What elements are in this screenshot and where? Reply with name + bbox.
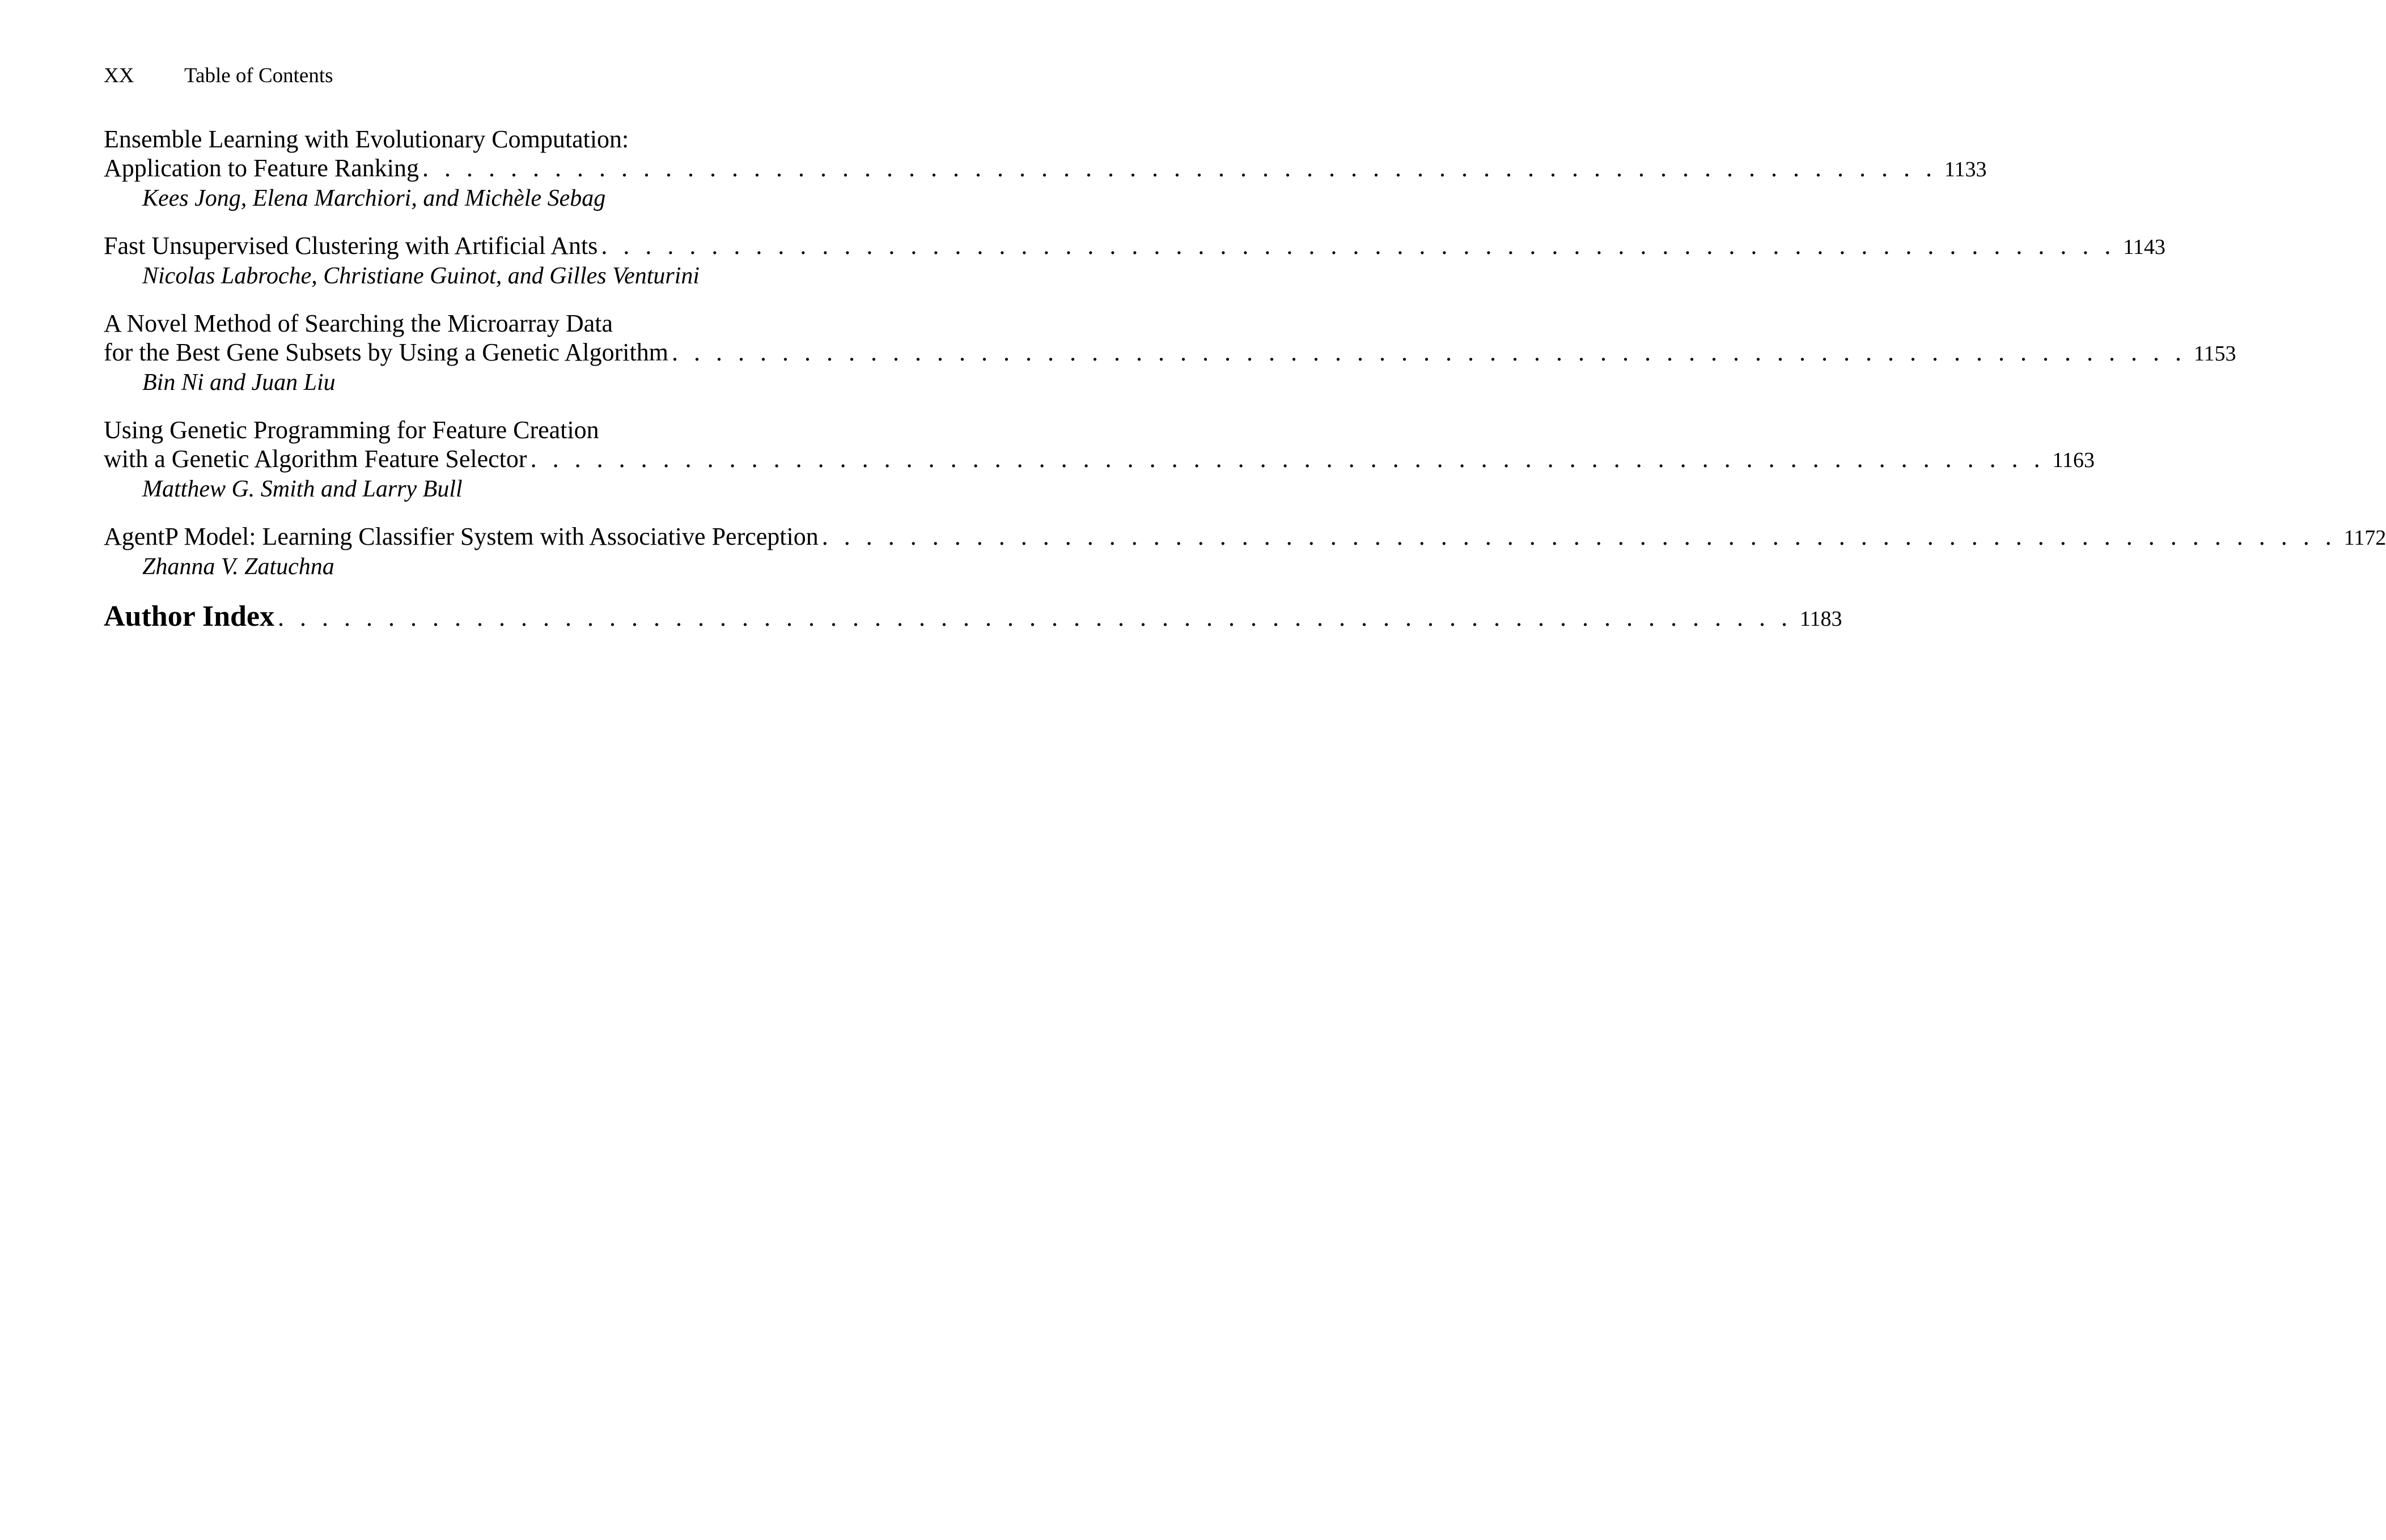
entry-title: AgentP Model: Learning Classifier System with Associative Perception [104, 523, 819, 550]
entry-authors: Nicolas Labroche, Christiane Guinot, and Gilles Venturini [142, 263, 700, 289]
page-number: 1133 [1944, 158, 1987, 181]
author-index-entry[interactable] [104, 600, 1842, 636]
toc-entry[interactable] [104, 415, 2095, 503]
toc-entry[interactable] [104, 309, 2236, 397]
entry-title: Using Genetic Programming for Feature Creation [104, 416, 599, 444]
dot-leader: . . . . . . . . . . . . . . . . . . . . . . . . . . . . . . . . . . . . . . . . . . . . . . . . . . . . . . . . . . . . . . . . . . . . . [422, 154, 1937, 182]
dot-leader: . . . . . . . . . . . . . . . . . . . . . . . . . . . . . . . . . . . . . . . . . . . . . . . . . . . . . . . . . . . . . . . . . . . . . [278, 604, 1792, 631]
entry-authors: Zhanna V. Zatuchna [142, 554, 334, 580]
toc-entry[interactable] [104, 231, 2165, 290]
entry-title: Application to Feature Ranking [104, 154, 419, 182]
entry-title: with a Genetic Algorithm Feature Selector [104, 445, 527, 473]
entry-title-line [104, 125, 929, 154]
dot-leader: . . . . . . . . . . . . . . . . . . . . . . . . . . . . . . . . . . . . . . . . . . . . . . . . . . . . . . . . . . . . . . . . . . . . . [671, 338, 2186, 366]
running-head [104, 63, 333, 88]
entry-title: Fast Unsupervised Clustering with Artificial Ants [104, 232, 598, 260]
dot-leader: . . . . . . . . . . . . . . . . . . . . . . . . . . . . . . . . . . . . . . . . . . . . . . . . . . . . . . . . . . . . . . . . . . . . . [601, 232, 2116, 260]
entry-title-line [104, 309, 929, 338]
page-number: 1163 [2052, 448, 2095, 472]
toc-entry[interactable] [104, 125, 1987, 213]
table-of-contents [104, 125, 2386, 636]
entry-authors: Matthew G. Smith and Larry Bull [142, 476, 463, 502]
page-number: 1153 [2193, 342, 2236, 366]
entry-title-line [104, 231, 2165, 262]
page-number: 1172 [2343, 526, 2386, 550]
entry-authors: Bin Ni and Juan Liu [142, 370, 336, 396]
entry-title-line [104, 415, 929, 444]
page-number: 1183 [1799, 607, 1842, 631]
running-title: Table of Contents [184, 64, 333, 87]
entry-title-line [104, 522, 2386, 553]
entry-title: Ensemble Learning with Evolutionary Computation: [104, 125, 629, 153]
author-index-label: Author Index [104, 600, 275, 633]
entry-title-line [104, 444, 2095, 475]
entry-title-line [104, 154, 1987, 184]
page-folio: XX [104, 64, 134, 87]
dot-leader: . . . . . . . . . . . . . . . . . . . . . . . . . . . . . . . . . . . . . . . . . . . . . . . . . . . . . . . . . . . . . . . . . . . . . [821, 523, 2337, 550]
entry-authors: Kees Jong, Elena Marchiori, and Michèle Sebag [142, 185, 606, 211]
page-number: 1143 [2123, 235, 2165, 259]
dot-leader: . . . . . . . . . . . . . . . . . . . . . . . . . . . . . . . . . . . . . . . . . . . . . . . . . . . . . . . . . . . . . . . . . . . . . [530, 445, 2045, 473]
entry-title: A Novel Method of Searching the Microarray Data [104, 309, 613, 337]
entry-title: for the Best Gene Subsets by Using a Genetic Algorithm [104, 338, 668, 366]
entry-title-line [104, 338, 2236, 368]
toc-entry[interactable] [104, 522, 2386, 581]
